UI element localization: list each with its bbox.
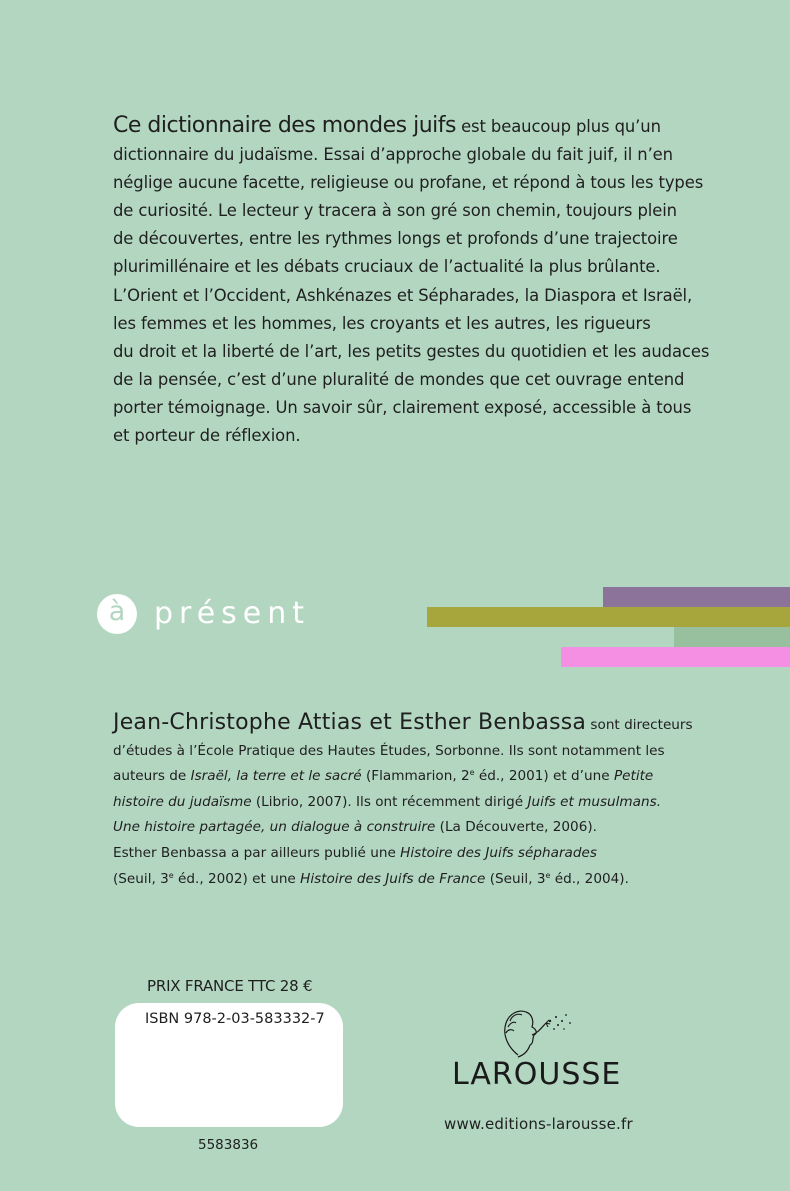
author-line <box>113 764 713 790</box>
blurb-line: du droit et la liberté de l’art, les petits gestes du quotidien et les audaces <box>113 341 710 361</box>
author-text: auteurs de <box>113 768 191 785</box>
author-text: (Seuil, 3 <box>485 870 546 887</box>
author-line <box>113 867 713 893</box>
blurb-line <box>113 112 713 141</box>
book-title: Petite <box>613 768 654 785</box>
author-line <box>113 815 713 841</box>
blurb-lead: Ce dictionnaire des mondes juifs <box>113 113 456 138</box>
blurb-line: de la pensée, c’est d’une pluralité de mondes que cet ouvrage entend <box>113 369 685 389</box>
author-line: d’études à l’École Pratique des Hautes Études, Sorbonne. Ils sont notamment les <box>113 742 665 759</box>
blurb-line: néglige aucune facette, religieuse ou profane, et répond à tous les types <box>113 173 704 193</box>
author-line <box>113 710 713 739</box>
blurb-line: et porteur de réflexion. <box>113 426 301 446</box>
stripe-green <box>674 627 790 647</box>
author-text: Esther Benbassa a par ailleurs publié une <box>113 844 401 861</box>
stripe-olive <box>427 607 790 627</box>
blurb-line: les femmes et les hommes, les croyants et les autres, les rigueurs <box>113 313 651 333</box>
superscript: e <box>469 768 475 778</box>
author-text: sont directeurs <box>586 717 693 733</box>
book-title: Israël, la terre et le sacré <box>190 768 362 785</box>
collection-name: présent <box>154 596 311 631</box>
collection-mark: à <box>97 594 137 634</box>
author-text: (La Découverte, 2006). <box>435 819 597 836</box>
publisher-website[interactable]: www.editions-larousse.fr <box>444 1115 633 1133</box>
author-names: Jean-Christophe Attias et Esther Benbassa <box>113 710 587 735</box>
isbn-label: ISBN 978-2-03-583332-7 <box>145 1011 325 1027</box>
barcode-area <box>115 1003 343 1127</box>
book-title: histoire du judaïsme <box>113 793 252 810</box>
author-text: éd., 2001) et d’une <box>474 768 614 785</box>
price-label: PRIX FRANCE TTC 28 € <box>147 977 313 995</box>
back-cover-blurb <box>113 112 713 450</box>
superscript: e <box>168 870 174 880</box>
book-title: Histoire des Juifs de France <box>300 870 486 887</box>
book-title: Une histoire partagée, un dialogue à construire <box>113 819 436 836</box>
product-code: 5583836 <box>198 1137 259 1153</box>
publisher-name: LAROUSSE <box>452 1057 622 1092</box>
author-bio <box>113 710 713 892</box>
stripe-pink <box>561 647 790 667</box>
stripe-purple <box>603 587 790 607</box>
author-text: (Flammarion, 2 <box>361 768 470 785</box>
author-text: éd., 2004). <box>550 870 629 887</box>
author-text: (Seuil, 3 <box>113 870 169 887</box>
blurb-line: plurimillénaire et les débats cruciaux de l’actualité la plus brûlante. <box>113 257 661 277</box>
blurb-line: de curiosité. Le lecteur y tracera à son gré son chemin, toujours plein <box>113 201 677 221</box>
book-title: Juifs et musulmans. <box>527 793 662 810</box>
author-text: éd., 2002) et une <box>173 870 301 887</box>
blurb-line: L’Orient et l’Occident, Ashkénazes et Sépharades, la Diaspora et Israël, <box>113 285 693 305</box>
blurb-line: porter témoignage. Un savoir sûr, clairement exposé, accessible à tous <box>113 397 692 417</box>
author-line <box>113 790 713 816</box>
blurb-lead-rest: est beaucoup plus qu’un <box>455 117 661 136</box>
book-title: Histoire des Juifs sépharades <box>400 844 597 861</box>
blurb-line: dictionnaire du judaïsme. Essai d’approche globale du fait juif, il n’en <box>113 145 673 165</box>
superscript: e <box>545 870 551 880</box>
larousse-sower-icon <box>488 1003 588 1063</box>
author-text: (Librio, 2007). Ils ont récemment dirigé <box>251 793 528 810</box>
blurb-line: de découvertes, entre les rythmes longs et profonds d’une trajectoire <box>113 229 678 249</box>
author-line <box>113 841 713 867</box>
